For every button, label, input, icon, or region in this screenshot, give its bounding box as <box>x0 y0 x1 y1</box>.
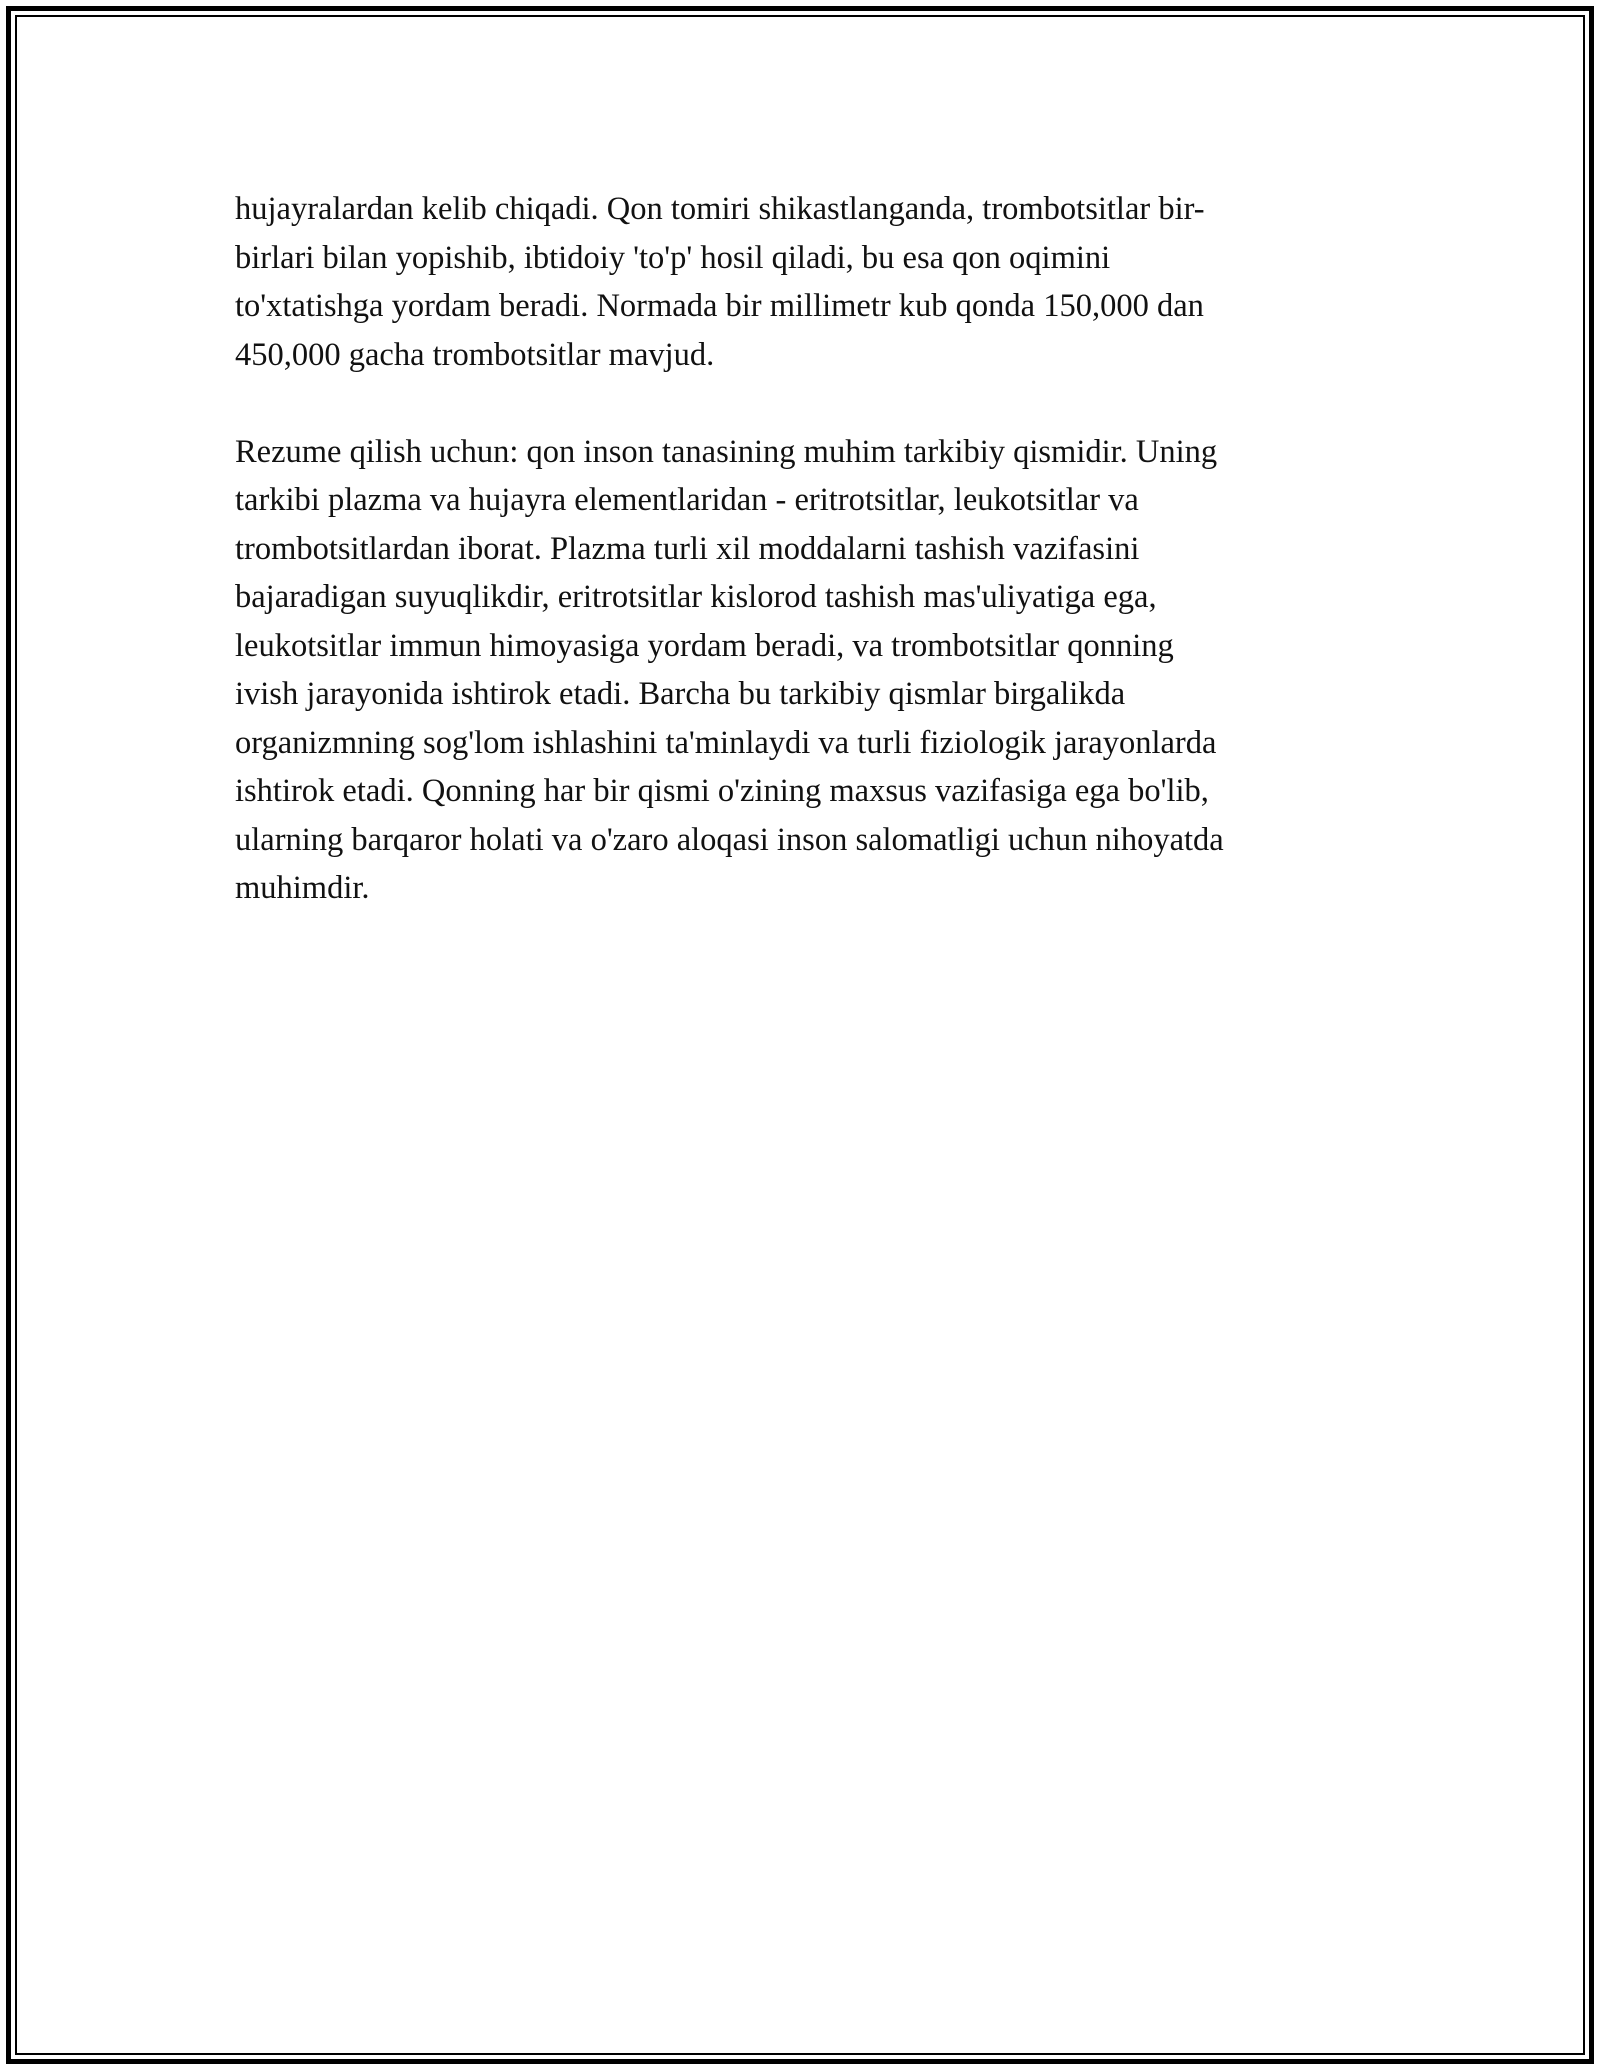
text-line: birlari bilan yopishib, ibtidoiy 'to'p' hosil qiladi, bu esa qon oqimini <box>235 239 1111 276</box>
text-line: organizmning sog'lom ishlashini ta'minlaydi va turli fiziologik jarayonlarda <box>235 724 1217 761</box>
text-line: ishtirok etadi. Qonning har bir qismi o'zining maxsus vazifasiga ega bo'lib, <box>235 773 1209 809</box>
text-line: ivish jarayonida ishtirok etadi. Barcha bu tarkibiy qismlar birgalikda <box>235 676 1126 712</box>
text-line: 450,000 gacha trombotsitlar mavjud. <box>235 336 715 373</box>
document-body <box>235 185 1365 961</box>
text-line: hujayralardan kelib chiqadi. Qon tomiri shikastlanganda, trombotsitlar bir- <box>235 191 1205 227</box>
text-line: ularning barqaror holati va o'zaro aloqasi inson salomatligi uchun nihoyatda <box>235 821 1224 858</box>
text-line: bajaradigan suyuqlikdir, eritrotsitlar kislorod tashish mas'uliyatiga ega, <box>235 579 1157 615</box>
text-line: Rezume qilish uchun: qon inson tanasining muhim tarkibiy qismidir. Uning <box>235 433 1218 470</box>
text-line: muhimdir. <box>235 870 370 906</box>
paragraph-platelets <box>235 185 1365 379</box>
text-line: to'xtatishga yordam beradi. Normada bir millimetr kub qonda 150,000 dan <box>235 288 1204 324</box>
text-line: trombotsitlardan iborat. Plazma turli xil moddalarni tashish vazifasini <box>235 530 1140 567</box>
text-line: leukotsitlar immun himoyasiga yordam beradi, va trombotsitlar qonning <box>235 627 1174 664</box>
paragraph-summary <box>235 428 1365 913</box>
text-line: tarkibi plazma va hujayra elementlaridan - eritrotsitlar, leukotsitlar va <box>235 482 1139 518</box>
